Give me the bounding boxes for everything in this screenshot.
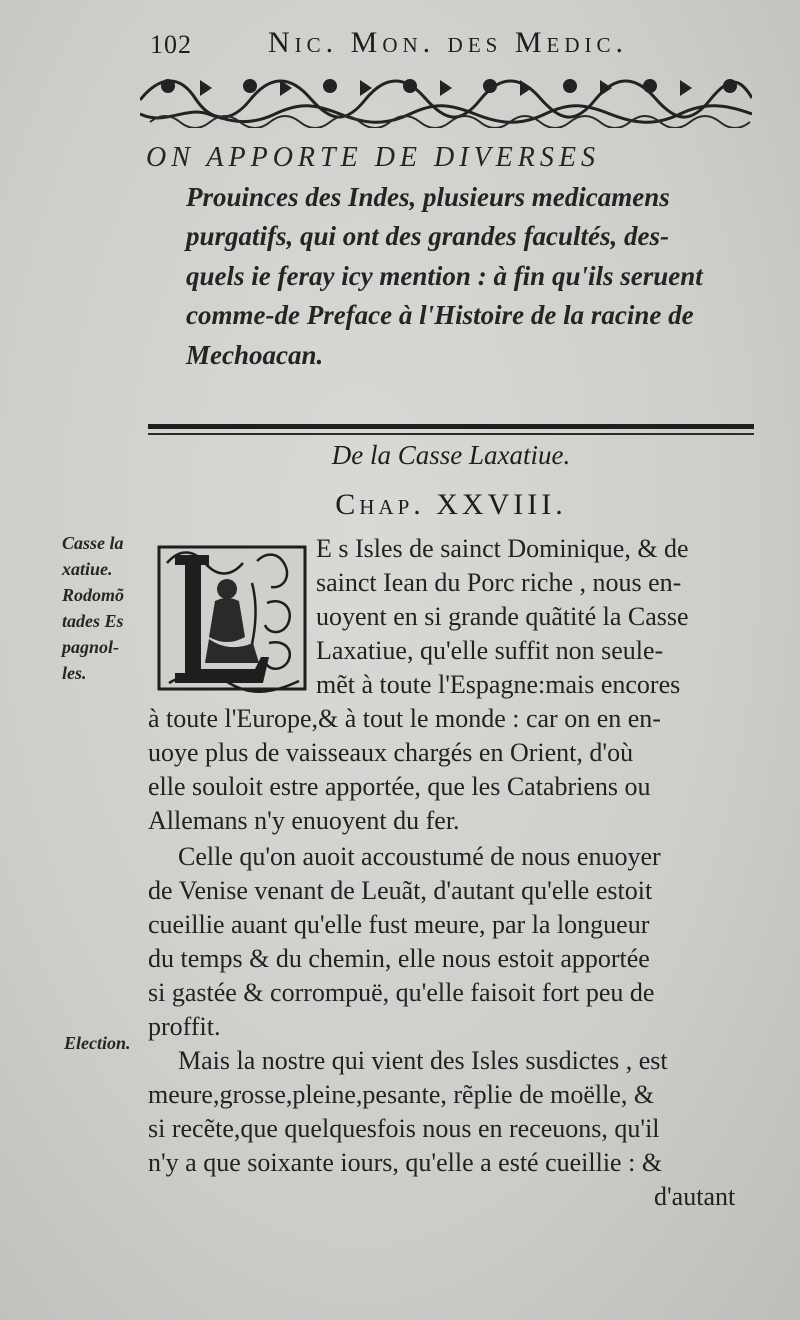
body-line: E s Isles de sainct Dominique, & de [316, 534, 689, 563]
margin-note-line: les. [62, 663, 87, 683]
catchword: d'autant [654, 1182, 736, 1211]
margin-note-election [64, 1030, 146, 1056]
page-number: 102 [150, 30, 192, 59]
body-line: Allemans n'y enuoyent du fer. [148, 806, 460, 835]
running-title: Nic. Mon. des Medic. [268, 26, 629, 59]
body-line: si gastée & corrompuë, qu'elle faisoit fort peu de [148, 978, 655, 1007]
chapter-body [148, 0, 760, 1320]
body-line: sainct Iean du Porc riche , nous en- [316, 568, 682, 597]
preface-line: purgatifs, qui ont des grandes facultés, des- [186, 221, 670, 251]
body-line: Mais la nostre qui vient des Isles susdictes , est [178, 1046, 668, 1075]
body-line: du temps & du chemin, elle nous estoit apportée [148, 944, 650, 973]
margin-note-line: pagnol- [62, 637, 120, 657]
body-line: Laxatiue, qu'elle suffit non seule- [316, 636, 664, 665]
margin-note-line: xatiue. [62, 559, 113, 579]
preface-line: comme-de Preface à l'Histoire de la racine de [186, 300, 694, 330]
body-line: de Venise venant de Leuãt, d'autant qu'elle estoit [148, 876, 653, 905]
margin-note-casse [62, 530, 144, 686]
body-line: n'y a que soixante iours, qu'elle a esté cueillie : & [148, 1148, 663, 1177]
body-line: mẽt à toute l'Espagne:mais encores [316, 670, 681, 699]
chapter-title: De la Casse Laxatiue. [331, 440, 571, 470]
body-line: meure,grosse,pleine,pesante, rẽplie de moëlle, & [148, 1080, 655, 1109]
preface-line: Mechoacan. [186, 339, 324, 370]
body-line: uoye plus de vaisseaux chargés en Orient, d'où [148, 738, 634, 767]
body-line: cueillie auant qu'elle fust meure, par la longueur [148, 910, 650, 939]
margin-note-line: tades Es [62, 611, 124, 631]
preface-line: quels ie feray icy mention : à fin qu'ils seruent [186, 260, 703, 291]
body-line: uoyent en si grande quãtité la Casse [316, 602, 689, 631]
preface-line: ON APPORTE DE DIVERSES [146, 142, 600, 173]
chapter-number: Chap. XXVIII. [335, 488, 567, 521]
margin-note-line: Election. [64, 1033, 131, 1053]
preface-line: Prouinces des Indes, plusieurs medicamens [186, 181, 670, 212]
body-line: si recẽte,que quelquesfois nous en receuons, qu'il [148, 1114, 660, 1143]
body-line: à toute l'Europe,& à tout le monde : car on en en- [148, 704, 661, 733]
margin-note-line: Rodomõ [62, 585, 125, 605]
body-line: elle souloit estre apportée, que les Catabriens ou [148, 772, 651, 801]
body-line: Celle qu'on auoit accoustumé de nous enuoyer [178, 842, 661, 871]
body-line: proffit. [148, 1012, 221, 1041]
margin-note-line: Casse la [62, 533, 124, 553]
